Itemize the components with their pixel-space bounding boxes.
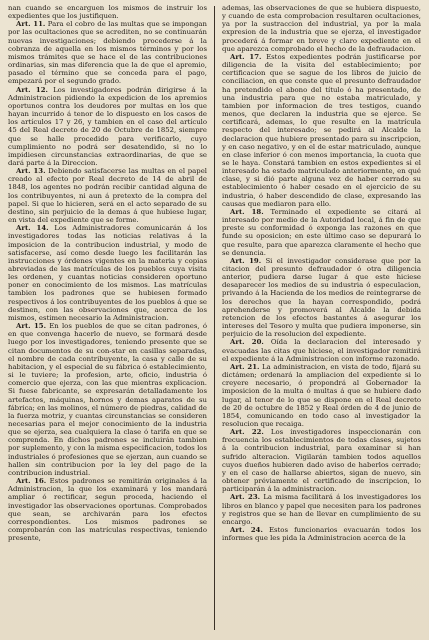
article-number: Art. 11. [16, 20, 46, 29]
continued-paragraph [222, 4, 421, 53]
continued-paragraph [8, 4, 207, 20]
article-paragraph [8, 167, 207, 224]
article-text: Los Administradores comunicarán á los investigadores todas las noticias relativas á la imposicion de la contribucion industrial, y modo de satisfacerse, así como desde luego les facilitarán las instrucciones y órdenes vigentes en la materia y copias abreviadas de las matrículas de los pueblos cuya visita les ordenen, y cuantas noticias consideren oportuno poner en conocimiento de los mismos. Las matrículas tambien los padrones que se hubiesen formado respectivos á los contribuyentes de los pueblos á que se destinen, con las observaciones que, acerca de los mismos, estimen necesario la Administracion. [8, 224, 208, 322]
article-paragraph [222, 428, 421, 493]
article-paragraph [8, 477, 207, 542]
article-paragraph [222, 208, 421, 257]
article-number: Art. 23. [230, 493, 261, 502]
article-paragraph [222, 257, 421, 339]
article-text: Estos padrones se remitirán originales á la Administracion, la que los examinará y los mandará ampliar ó rectificar, segun proceda, haciendo el investigador las observaciones oportunas. Comprobados que sean, se archivarán para los efectos correspondientes. Los mismos padrones se comprobarán con las matrículas respectivas, teniendo presente, [8, 477, 207, 543]
article-text: La misma facilitará á los investigadores los libros en blanco y papel que necesiten para los padrones y registros que se han de llevar en cumplimiento de su encargo. [222, 493, 421, 526]
article-number: Art. 22. [230, 428, 264, 437]
article-paragraph [222, 53, 421, 208]
left-column [8, 4, 214, 634]
article-text: Estos expedientes podrán justificarse por diligencia de la visita del establecimiento; por certificacion que se sague de los libros de juicio de conciliacion, en que conste que el presunto defraudador ha pretendido el abono del título ó ha presentado, de una industria para que no estaba matriculado, y tambien por informacion de tres testigos, cuando menos, que declaren la industria que se ejerce. Se certificará, ademas, lo que resulte en la matrícula respecto del interesado; se pedirá al Alcalde la declaracion que hubiere presentado para su inscripcion, y en caso negativo, y en el de estar matriculado, aunque en clase inferior ó con menos importancia, la cuota que se le haya. Constará tambien en estos expedientes si el interesado ha estado matriculado anteriormente, en qué clase, y si dió parte alguna vez de haber cerrado su establecimiento ó haber cesado en el ejercicio de su industria, ó haber descendido de clase, expresando las causas que mediaron para ello. [222, 52, 421, 208]
article-text: La administracion, en vista de todo, fijará su dictámen; ordenará la ampliacion del expediente si lo creyere necesario, ó propondrá al Gobernador la imposicion de la multa ó multas á que se hubiere dado lugar, al tenor de lo que se dispone en el Real decreto de 20 de octubre de 1852 y Real órden de 4 de junio de 1854, comunicando en todo caso al investigador la resolucion que recaiga. [222, 362, 421, 428]
article-text: Debiendo satisfacerse las multas en el papel creado al efecto por Real decreto de 14 de abril de 1848, los agentes no podrán recibir cantidad alguna de los contribuyentes, ni aun á pretexto de la compra del papel. Si que lo hicieren, será en el acto separado de su destino, sin perjuicio de la demas á que hubiese lugar, en vista del expediente que se forme. [8, 167, 207, 225]
article-number: Art. 17. [230, 52, 262, 61]
article-number: Art. 19. [230, 256, 262, 265]
article-paragraph [222, 363, 421, 428]
article-text: Los investigadores inspeccionarán con frecuencia los establecimientos de todas clases, sujetos á la contribucion industrial, para examinar si han sufrido alteracion. Vigilarán tambien todos aquellos cuyos dueños hubieren dado aviso de haberlos cerrado; y en el caso de hallarse abiertos, sigan de nuevo, sin obtener préviamente el certificado de inscripcion, lo participarán á la administracion. [222, 428, 421, 494]
article-text: ademas, las observaciones de que se hubiera dispuesto, y cuando de esta comprobacion resultaren ocultaciones, ya por la sustraccion del industrial, ya por la mala expresion de la industria que se ejerza, el investigador procederá á formar en breve y claro expediente en el que aparezca comprobado el hecho de la defraudacion. [222, 4, 421, 53]
article-number: Art. 15. [16, 322, 47, 331]
article-text: Los investigadores podrán dirigirse á la Administracion pidiendo la expedicion de los apremios oportunos contra los deudores por multas en los que hayan incurrido á tenor de lo dispuesto en los casos de los artículos 17 y 26, y tambien en el caso del artículo 45 del Real decreto de 20 de Octubre de 1852, siempre que se halle procedido para verificarlo, cuyo cumplimiento no podrá ser desatendido, si no lo impidiesen circunstancias extraordinarias, de que se dará parte á la Direccion. [8, 85, 208, 167]
article-number: Art. 18. [230, 207, 264, 216]
right-column [215, 4, 421, 634]
article-paragraph [8, 322, 207, 477]
article-number: Art. 12. [16, 85, 48, 94]
article-number: Art. 24. [230, 526, 263, 534]
article-number: Art. 16. [16, 477, 47, 486]
article-text: nan cuando se encarguen los mismos de instruir los expedientes que los justifiquen. [8, 4, 207, 21]
two-column-layout [8, 4, 421, 634]
article-text: Terminado el expediente se citará al interesado por medio de la Autoridad local, á fin de que preste su conformidad ó exponga las razones en que funde su oposicion; en este último caso se depurará lo que resulte, para que aparezca claramente el hecho que se denuncia. [222, 207, 421, 257]
article-number: Art. 14. [16, 224, 49, 233]
article-paragraph [8, 224, 207, 322]
article-text: Estos funcionarios evacuarán todos los informes que les pida la Administracion acerca de la [222, 526, 421, 543]
article-paragraph [8, 20, 207, 85]
article-number: Art. 13. [16, 167, 46, 176]
article-text: Oída la declaracion del interesado y evacuadas las citas que hiciese, el investigador remitirá el expediente á la Administracion con informe razonado. [222, 338, 421, 363]
article-paragraph [222, 526, 421, 542]
article-paragraph [222, 493, 421, 526]
article-number: Art. 21. [230, 362, 260, 371]
article-text: Para el cobro de las multas que se impongan por las ocultaciones que se acrediten, no se continuarán nuevas investigaciones; debiendo procederse á la cobranza de aquella en los mismos términos y por los mismos trámites que se hace el de las contribuciones ordinarias, sin mas diferencia que la de que el apremio, pasado el término que se conceda para el pago, empezará por el segundo grado. [8, 20, 207, 86]
article-number: Art. 20. [230, 338, 264, 347]
article-paragraph [222, 338, 421, 362]
article-text: Si el investigador considerase que por la citacion del presunto defraudador ó otra diligencia anterior, pudiera darse lugar á que este hiciese desaparecer los medios de su industria ó especulacion, privando á la Hacienda de los medios de reintegrarse de los derechos que la hayan correspondido, podrá aprehenderse y promoverá al Alcalde la debida retencion de los efectos bastantes á asegurar los intereses del Tesoro y multa que pudiera imponerse, sin perjuicio de la resolucion del expediente. [222, 256, 421, 339]
article-paragraph [8, 86, 207, 168]
article-text: En los pueblos de que se citan padrones, ó en que convenga hacerlo de nuevo, se formará desde luego por los investigadores, teniendo presente que se citan documentos de su con-star en casillas separadas, el nombre de cada contribuyente, la casa y calle de su habitacion, y el especial de su fábrica ó establecimiento, si le tuviere; la profesion, arte, oficio, industria ó comercio que ejerza, con las que mientras explicacion. Si fuese fabricante, se expresarán detalladamente los artefactos, máquinas, hornos y demas aparatos de su fábrica; en las molinos, el número de piedras, calidad de la fuerza motriz, y cuantas circunstancias se consideren necesarias para el mejor conocimiento de la industria que se ejerza, sea cualquiera la clase ó tarifa en que se comprenda. En dichos padrones se incluirán tambien por suplemento, y con la misma especificacion, todos los industriales ó profesiones que se ejerzan, aun cuando se hallen sin contribucion por la ley del pago de la contribucion industrial. [8, 322, 207, 477]
